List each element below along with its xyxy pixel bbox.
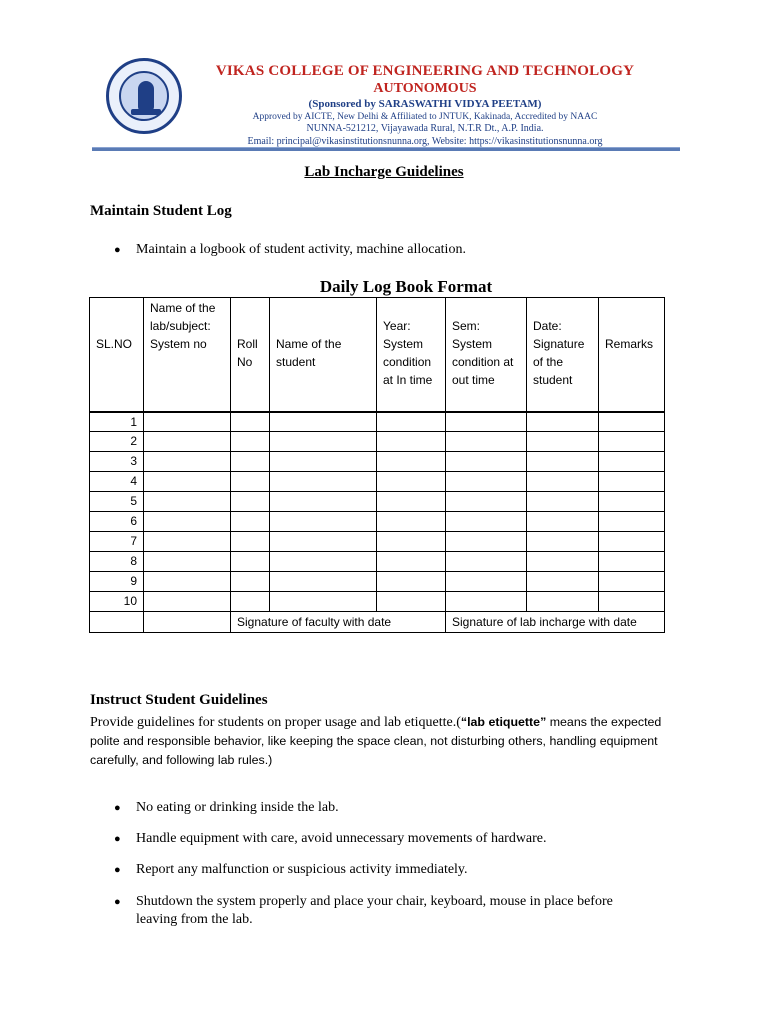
letterhead <box>92 52 680 152</box>
table-row: 9 <box>90 572 665 592</box>
header-cell: Remarks <box>599 298 665 412</box>
bullet-icon: ● <box>114 244 121 256</box>
section-heading-guidelines: Instruct Student Guidelines <box>90 692 268 708</box>
table-row: 3 <box>90 452 665 472</box>
table-row: 6 <box>90 512 665 532</box>
signature-row <box>90 612 665 633</box>
table-row: 10 <box>90 592 665 612</box>
bullet-icon: ● <box>114 896 121 908</box>
letterhead-text <box>200 62 650 148</box>
list-item-text: Maintain a logbook of student activity, machine allocation. <box>136 242 466 257</box>
saraswathi-figure-icon <box>138 81 154 111</box>
college-status: AUTONOMOUS <box>373 81 477 96</box>
section-heading-student-log: Maintain Student Log <box>90 203 232 219</box>
bullet-icon: ● <box>114 864 121 876</box>
list-item-text: Shutdown the system properly and place your chair, keyboard, mouse in place before leaving from the lab. <box>136 894 613 927</box>
header-cell: Name of the student <box>270 298 377 412</box>
header-cell: Sem: System condition at out time <box>446 298 527 412</box>
approval-line: Approved by AICTE, New Delhi & Affiliated to JNTUK, Kakinada, Accredited by NAAC <box>252 112 598 122</box>
bullet-icon: ● <box>114 802 121 814</box>
etiquette-term: “lab etiquette” <box>460 715 547 729</box>
list-item-text: Handle equipment with care, avoid unnecessary movements of hardware. <box>136 831 547 846</box>
table-header-row <box>90 298 665 412</box>
incharge-signature-label: Signature of lab incharge with date <box>446 612 665 633</box>
list-item-text: Report any malfunction or suspicious activity immediately. <box>136 862 468 877</box>
table-row: 1 <box>90 412 665 432</box>
college-seal-logo <box>106 58 182 134</box>
log-book-table <box>89 297 665 633</box>
list-item-text: No eating or drinking inside the lab. <box>136 800 339 815</box>
table-row: 4 <box>90 472 665 492</box>
address-line: NUNNA-521212, Vijayawada Rural, N.T.R Dt., A.P. India. <box>306 123 544 134</box>
header-cell: Date: Signature of the student <box>527 298 599 412</box>
sponsor-line: (Sponsored by SARASWATHI VIDYA PEETAM) <box>308 98 542 110</box>
header-cell: Year: System condition at In time <box>377 298 446 412</box>
letterhead-rule <box>92 147 680 151</box>
log-book-title: Daily Log Book Format <box>319 277 493 296</box>
seal-base-icon <box>131 109 161 115</box>
header-cell: Roll No <box>231 298 270 412</box>
faculty-signature-label: Signature of faculty with date <box>231 612 446 633</box>
college-name: VIKAS COLLEGE OF ENGINEERING AND TECHNOLOGY <box>215 63 635 79</box>
header-cell: Name of the lab/subject: System no <box>144 298 231 412</box>
table-row: 7 <box>90 532 665 552</box>
etiquette-definition: means the expected polite and responsible behavior, like keeping the space clean, not disturbing others, handling equipment carefully, and following lab rules.) <box>90 715 662 767</box>
table-row: 8 <box>90 552 665 572</box>
seal-emblem <box>119 71 169 121</box>
table-row: 5 <box>90 492 665 512</box>
page-title: Lab Incharge Guidelines <box>304 164 464 180</box>
header-cell: SL.NO <box>90 298 144 412</box>
guidelines-intro: Provide guidelines for students on proper usage and lab etiquette.(“lab etiquette” means the expected polite and responsible behavior, like keeping the space clean, not disturbing others, handling equipment carefully, and following lab rules.) <box>90 715 662 767</box>
bullet-icon: ● <box>114 833 121 845</box>
table-row: 2 <box>90 432 665 452</box>
contact-line: Email: principal@vikasinstitutionsnunna.org, Website: https://vikasinstitutionsnunna.org <box>247 136 603 147</box>
